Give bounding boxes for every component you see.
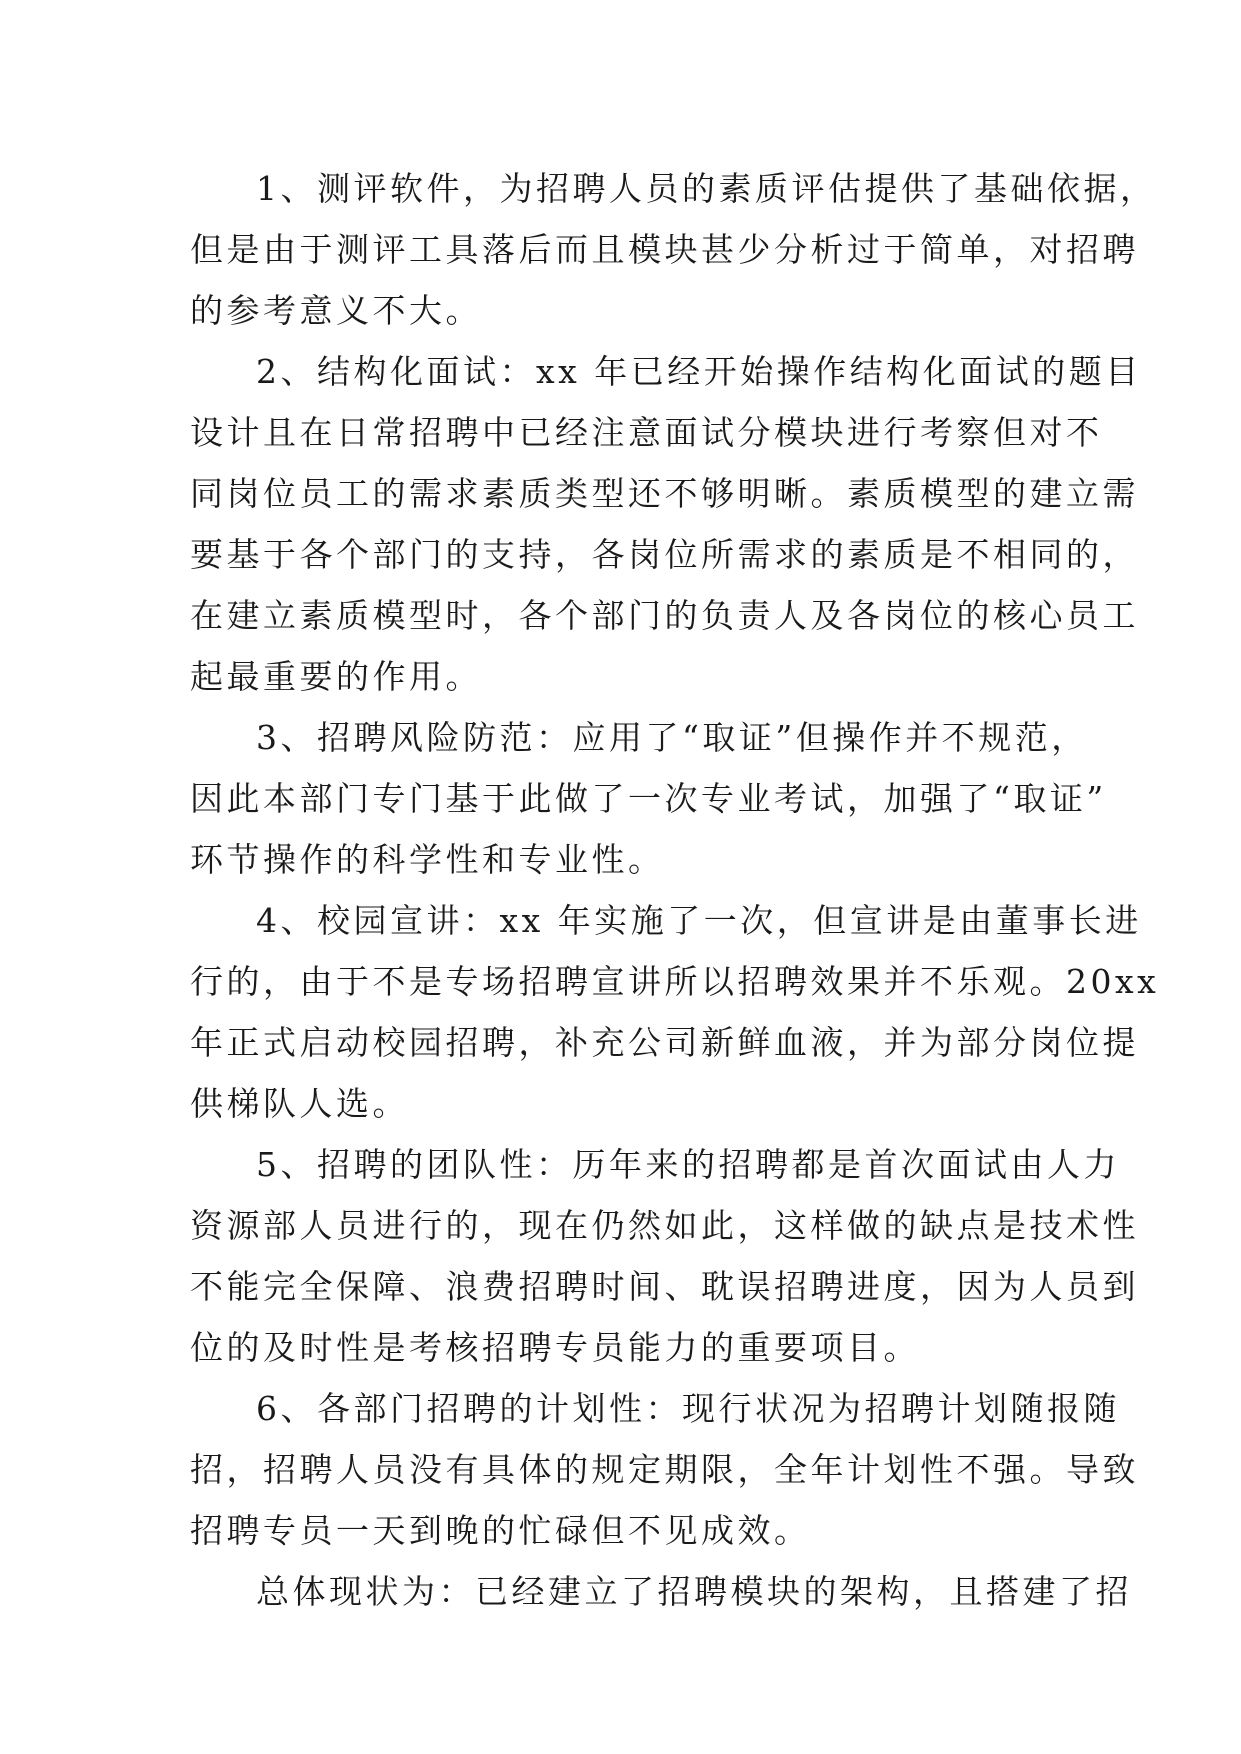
text-line: 在建立素质模型时，各个部门的负责人及各岗位的核心员工 <box>190 596 1139 635</box>
text-line: 4、校园宣讲：xx 年实施了一次，但宣讲是由董事长进 <box>256 901 1142 940</box>
text-line: 行的，由于不是专场招聘宣讲所以招聘效果并不乐观。20xx <box>190 962 1160 1001</box>
paragraph-6-recruiting-plan <box>190 1378 1139 1561</box>
text-line: 设计且在日常招聘中已经注意面试分模块进行考察但对不 <box>190 413 1103 452</box>
text-line: 位的及时性是考核招聘专员能力的重要项目。 <box>190 1328 920 1367</box>
text-line: 的参考意义不大。 <box>190 291 482 330</box>
paragraph-3-risk-prevention <box>190 707 1107 890</box>
text-line: 不能完全保障、浪费招聘时间、耽误招聘进度，因为人员到 <box>190 1267 1139 1306</box>
text-line: 总体现状为：已经建立了招聘模块的架构，且搭建了招 <box>256 1572 1132 1611</box>
text-line: 要基于各个部门的支持，各岗位所需求的素质是不相同的， <box>190 535 1139 574</box>
text-line: 环节操作的科学性和专业性。 <box>190 840 665 879</box>
text-line: 招聘专员一天到晚的忙碌但不见成效。 <box>190 1511 811 1550</box>
text-line: 供梯队人选。 <box>190 1084 409 1123</box>
text-line: 招，招聘人员没有具体的规定期限，全年计划性不强。导致 <box>190 1450 1139 1489</box>
text-line: 起最重要的作用。 <box>190 657 482 696</box>
paragraph-1-testing-software <box>190 158 1157 341</box>
text-line: 6、各部门招聘的计划性：现行状况为招聘计划随报随 <box>256 1389 1120 1428</box>
text-line: 2、结构化面试：xx 年已经开始操作结构化面试的题目 <box>256 352 1142 391</box>
paragraph-4-campus-presentation <box>190 890 1160 1134</box>
paragraph-2-structured-interview <box>190 341 1142 707</box>
text-line: 3、招聘风险防范：应用了“取证”但操作并不规范， <box>256 718 1088 757</box>
text-line: 资源部人员进行的，现在仍然如此，这样做的缺点是技术性 <box>190 1206 1139 1245</box>
text-line: 因此本部门专门基于此做了一次专业考试，加强了“取证” <box>190 779 1107 818</box>
text-line: 同岗位员工的需求素质类型还不够明晰。素质模型的建立需 <box>190 474 1139 513</box>
text-line: 1、测评软件，为招聘人员的素质评估提供了基础依据， <box>256 169 1157 208</box>
paragraph-5-team-recruiting <box>190 1134 1139 1378</box>
paragraph-7-overall-status <box>190 1561 1132 1622</box>
text-line: 但是由于测评工具落后而且模块甚少分析过于简单，对招聘 <box>190 230 1139 269</box>
text-line: 年正式启动校园招聘，补充公司新鲜血液，并为部分岗位提 <box>190 1023 1139 1062</box>
document-page <box>190 158 1160 1622</box>
text-line: 5、招聘的团队性：历年来的招聘都是首次面试由人力 <box>256 1145 1120 1184</box>
